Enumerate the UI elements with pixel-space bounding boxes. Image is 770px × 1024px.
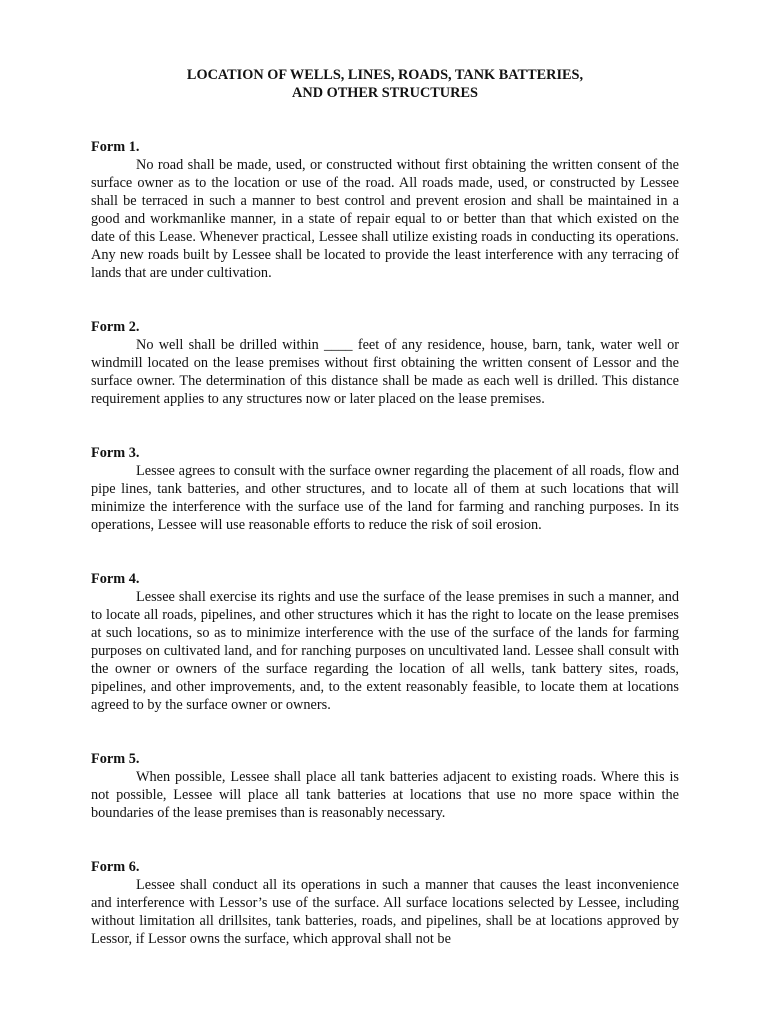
document-title-line-2: AND OTHER STRUCTURES [292, 85, 478, 101]
document-title-line-1: LOCATION OF WELLS, LINES, ROADS, TANK BATTERIES, [186, 67, 584, 83]
form-3-section [91, 444, 679, 534]
form-4-section [91, 570, 679, 714]
form-2-section [91, 318, 679, 408]
form-1-text: No road shall be made, used, or constructed without first obtaining the written consent of the surface owner as to the location or use of the road. All roads made, used, or constructed by Lessee shall be terraced in such a manner to best control and prevent erosion and shall be maintained in a good and workmanlike manner, in a state of repair equal to or better than that which existed on the date of this Lease. Whenever practical, Lessee shall utilize existing roads in conducting its operations. Any new roads built by Lessee shall be located to provide the least interference with any terracing of lands that are under cultivation. [91, 157, 679, 281]
form-4-heading: Form 4. [91, 571, 140, 587]
form-5-section [91, 750, 679, 822]
form-3-text: Lessee agrees to consult with the surface owner regarding the placement of all roads, flow and pipe lines, tank batteries, and other structures, and to locate all of them at such locations that will minimize the interference with the surface use of the land for farming and ranching purposes. In its operations, Lessee will use reasonable efforts to reduce the risk of soil erosion. [91, 463, 679, 533]
form-1-section [91, 138, 679, 282]
form-2-heading: Form 2. [91, 319, 140, 335]
form-5-text: When possible, Lessee shall place all tank batteries adjacent to existing roads. Where this is not possible, Lessee will place all tank batteries at locations that use no more space within the boundaries of the lease premises than is reasonably necessary. [91, 769, 679, 821]
form-4-text: Lessee shall exercise its rights and use the surface of the lease premises in such a manner, and to locate all roads, pipelines, and other structures which it has the right to locate on the lease premises at such locations, so as to minimize interference with the use of the surface of the lands for farming purposes on cultivated land, and for ranching purposes on uncultivated land. Lessee shall consult with the owner or owners of the surface regarding the location of all wells, tank battery sites, roads, pipelines, and other improvements, and, to the extent reasonably feasible, to locate them at locations agreed to by the surface owner or owners. [91, 589, 679, 713]
form-5-heading: Form 5. [91, 751, 140, 767]
form-6-text: Lessee shall conduct all its operations in such a manner that causes the least inconvenience and interference with Lessor’s use of the surface. All surface locations selected by Lessee, including without limitation all drillsites, tank batteries, roads, and pipelines, shall be at locations approved by Lessor, if Lessor owns the surface, which approval shall not be [91, 877, 679, 947]
document-page [91, 66, 679, 948]
form-6-heading: Form 6. [91, 859, 140, 875]
form-6-section [91, 858, 679, 948]
form-1-heading: Form 1. [91, 139, 140, 155]
form-3-heading: Form 3. [91, 445, 140, 461]
form-2-text: No well shall be drilled within ____ feet of any residence, house, barn, tank, water well or windmill located on the lease premises without first obtaining the written consent of Lessor and the surface owner. The determination of this distance shall be made as each well is drilled. This distance requirement applies to any structures now or later placed on the lease premises. [91, 337, 679, 407]
